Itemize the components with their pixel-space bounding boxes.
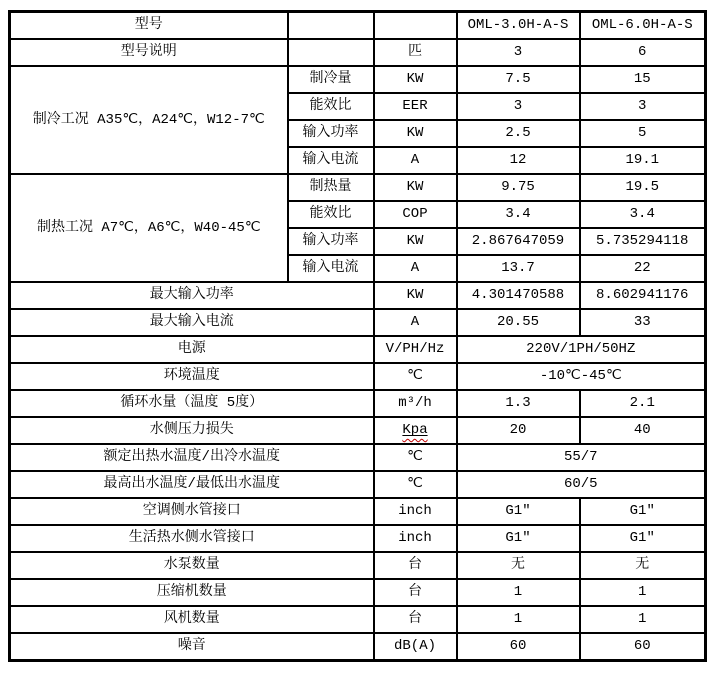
cell-value-a: 20.55	[457, 309, 580, 336]
table-row	[10, 66, 706, 93]
cell-unit: COP	[374, 201, 457, 228]
table-row	[10, 579, 706, 606]
cell-unit: A	[374, 255, 457, 282]
cell-sub-label: 能效比	[288, 93, 374, 120]
cell-sub-label: 输入功率	[288, 228, 374, 255]
cell-value-b: G1″	[580, 525, 706, 552]
cell-sub-label: 输入功率	[288, 120, 374, 147]
cell-empty	[288, 12, 374, 40]
cell-value-b: 3.4	[580, 201, 706, 228]
cell-value-b: 19.1	[580, 147, 706, 174]
cell-value-b: 无	[580, 552, 706, 579]
cell-empty	[288, 39, 374, 66]
cell-label: 生活热水侧水管接口	[10, 525, 374, 552]
cell-label: 水泵数量	[10, 552, 374, 579]
cell-model-label: 型号	[10, 12, 288, 40]
cell-value-b: 22	[580, 255, 706, 282]
spec-table	[8, 10, 707, 662]
table-row	[10, 444, 706, 471]
cell-value-a: 20	[457, 417, 580, 444]
table-row	[10, 525, 706, 552]
cell-unit: KW	[374, 228, 457, 255]
cell-value-a: 3	[457, 93, 580, 120]
cell-sub-label: 制冷量	[288, 66, 374, 93]
cell-value-b: 8.602941176	[580, 282, 706, 309]
cell-unit	[374, 12, 457, 40]
cell-label: 最高出水温度/最低出水温度	[10, 471, 374, 498]
cell-value-a: 60	[457, 633, 580, 661]
cell-value-a: 3.4	[457, 201, 580, 228]
cell-sub-label: 能效比	[288, 201, 374, 228]
table-row	[10, 12, 706, 40]
cell-value-merged: 220V/1PH/50HZ	[457, 336, 706, 363]
cell-value-a: 无	[457, 552, 580, 579]
cell-label: 噪音	[10, 633, 374, 661]
table-row	[10, 471, 706, 498]
cell-value-a: 1	[457, 606, 580, 633]
cell-value-b: G1″	[580, 498, 706, 525]
cell-unit	[374, 417, 457, 444]
cell-unit: 台	[374, 606, 457, 633]
cell-unit: V/PH/Hz	[374, 336, 457, 363]
cell-value-b: 5.735294118	[580, 228, 706, 255]
cell-value-a: G1″	[457, 525, 580, 552]
cell-label: 水侧压力损失	[10, 417, 374, 444]
cell-sub-label: 输入电流	[288, 147, 374, 174]
table-row	[10, 390, 706, 417]
cell-value-merged: -10℃-45℃	[457, 363, 706, 390]
table-row	[10, 363, 706, 390]
cell-unit: KW	[374, 120, 457, 147]
spellcheck-squiggle: Kpa	[402, 422, 428, 438]
cell-value-a: 2.867647059	[457, 228, 580, 255]
cell-value-b: 15	[580, 66, 706, 93]
cell-sub-label: 输入电流	[288, 255, 374, 282]
cell-unit: ℃	[374, 363, 457, 390]
cell-value-b: 19.5	[580, 174, 706, 201]
underlined-unit	[402, 422, 427, 438]
cell-unit: 匹	[374, 39, 457, 66]
cell-value-b: 40	[580, 417, 706, 444]
cell-cooling-section-label: 制冷工况 A35℃，A24℃，W12-7℃	[10, 66, 288, 174]
cell-value-a: 13.7	[457, 255, 580, 282]
cell-value-b: 33	[580, 309, 706, 336]
cell-value-a: 9.75	[457, 174, 580, 201]
cell-unit: ℃	[374, 444, 457, 471]
cell-unit: m³/h	[374, 390, 457, 417]
cell-label: 循环水量（温度 5度）	[10, 390, 374, 417]
cell-unit: A	[374, 309, 457, 336]
cell-model-name-2: OML-6.0H-A-S	[580, 12, 706, 40]
cell-value-merged: 55/7	[457, 444, 706, 471]
cell-value-b: 1	[580, 606, 706, 633]
cell-value-a: G1″	[457, 498, 580, 525]
cell-value-a: 4.301470588	[457, 282, 580, 309]
cell-unit: KW	[374, 174, 457, 201]
cell-unit: KW	[374, 282, 457, 309]
table-row	[10, 309, 706, 336]
table-row	[10, 39, 706, 66]
cell-value-b: 5	[580, 120, 706, 147]
cell-value-b: 1	[580, 579, 706, 606]
table-row	[10, 498, 706, 525]
cell-unit: KW	[374, 66, 457, 93]
cell-unit: inch	[374, 498, 457, 525]
table-row	[10, 174, 706, 201]
cell-value-b: 60	[580, 633, 706, 661]
table-row	[10, 336, 706, 363]
cell-value-a: 2.5	[457, 120, 580, 147]
cell-unit: inch	[374, 525, 457, 552]
cell-model-name-1: OML-3.0H-A-S	[457, 12, 580, 40]
cell-unit: 台	[374, 579, 457, 606]
cell-label: 压缩机数量	[10, 579, 374, 606]
cell-unit: EER	[374, 93, 457, 120]
cell-label: 电源	[10, 336, 374, 363]
cell-value-a: 1.3	[457, 390, 580, 417]
cell-sub-label: 制热量	[288, 174, 374, 201]
table-row	[10, 417, 706, 444]
cell-unit: ℃	[374, 471, 457, 498]
cell-value-a: 1	[457, 579, 580, 606]
cell-value-b: 3	[580, 93, 706, 120]
table-row	[10, 282, 706, 309]
cell-label: 最大输入功率	[10, 282, 374, 309]
cell-label: 环境温度	[10, 363, 374, 390]
table-row	[10, 552, 706, 579]
cell-unit: 台	[374, 552, 457, 579]
cell-value-b: 6	[580, 39, 706, 66]
cell-label: 空调侧水管接口	[10, 498, 374, 525]
cell-unit: dB(A)	[374, 633, 457, 661]
cell-value-merged: 60/5	[457, 471, 706, 498]
table-row	[10, 606, 706, 633]
cell-value-a: 7.5	[457, 66, 580, 93]
cell-label: 型号说明	[10, 39, 288, 66]
cell-label: 最大输入电流	[10, 309, 374, 336]
cell-heating-section-label: 制热工况 A7℃，A6℃，W40-45℃	[10, 174, 288, 282]
cell-value-a: 3	[457, 39, 580, 66]
cell-label: 风机数量	[10, 606, 374, 633]
cell-value-b: 2.1	[580, 390, 706, 417]
table-row	[10, 633, 706, 661]
cell-value-a: 12	[457, 147, 580, 174]
cell-unit: A	[374, 147, 457, 174]
cell-label: 额定出热水温度/出冷水温度	[10, 444, 374, 471]
